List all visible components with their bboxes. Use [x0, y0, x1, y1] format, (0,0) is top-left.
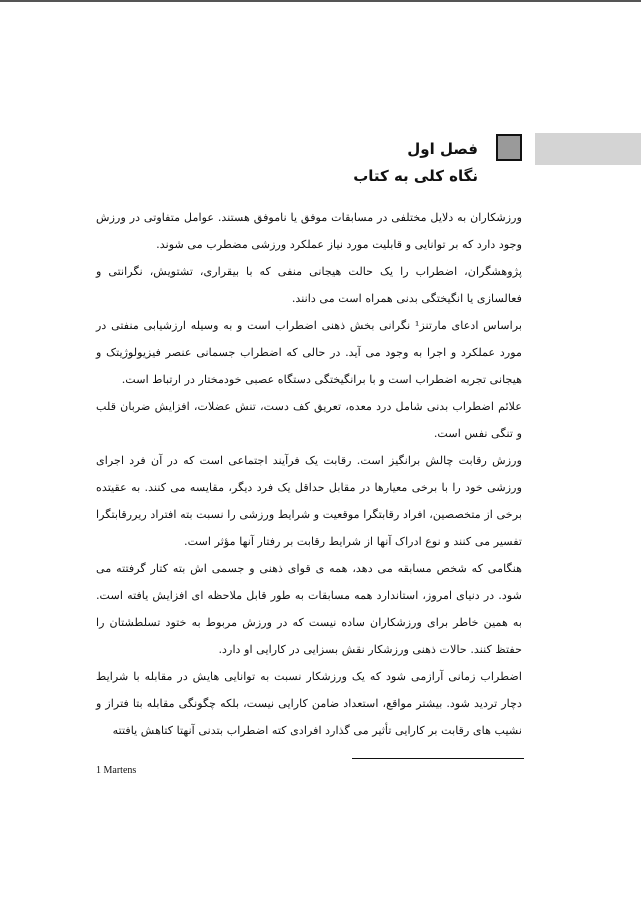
footnote: 1 Martens — [96, 765, 137, 776]
top-rule — [0, 0, 641, 2]
chapter-title: نگاه کلی به کتاب — [353, 167, 478, 185]
chapter-label: فصل اول — [407, 140, 478, 158]
paragraph: اضطراب زمانی آرازمی شود که یک ورزشکار نسبت به توانایی هایش در مقابله با شرایط دچار تردید شود. بیشتر مواقع، استعداد ضامن کارایی نیست، بلکه چگونگی مقابله بتا فتراز و نشیب های رقابت بر کارایی تأثیر می گذارد افرادی کته اضطراب بتدنی آنهتا کتاهش یافتته — [96, 670, 522, 737]
paragraph: علائم اضطراب بدنی شامل درد معده، تعریق کف دست، تنش عضلات، افزایش ضربان قلب و تنگی نفس است. — [96, 400, 522, 440]
paragraph: ورزشکاران به دلایل مختلفی در مسابقات موفق یا ناموفق هستند. عوامل متفاوتی در ورزش وجود دارد که بر توانایی و قابلیت مورد نیاز عملکرد ورزشی مضطرب می شوند. — [96, 211, 522, 251]
paragraph: براساس ادعای مارتنز¹ نگرانی بخش ذهنی اضطراب است و به وسیله ارزشیابی منفتی در مورد عملکرد و اجرا به وجود می آید. در حالی که اضطراب جسمانی عنصر فیزیولوژیتک و هیجانی تجربه اضطراب است و با برانگیختگی دستگاه عصبی خودمختار در ارتباط است. — [96, 319, 522, 386]
footnote-separator — [352, 758, 524, 759]
body-text — [96, 204, 522, 744]
paragraph: پژوهشگران، اضطراب را یک حالت هیجانی منفی که با بیقراری، تشتویش، نگرانتی و فعالسازی یا انگیختگی بدنی همراه است می دانند. — [96, 265, 522, 305]
paragraph: هنگامی که شخص مسابقه می دهد، همه ی قوای ذهنی و جسمی اش بته کتار گرفتته می شود. در دنیای امروز، استاندارد همه مسابقات به طور قابل ملاحظه ای افزایش یافته است. به همین خاطر برای ورزشکاران ساده نیست که در ورزش مربوط به ختود تسلطشتان را حفتظ کنند. حالات ذهنی ورزشکار نقش بسزایی در کارایی او دارد. — [96, 562, 522, 656]
chapter-header-bar — [535, 133, 641, 165]
chapter-square-icon — [496, 134, 522, 161]
paragraph: ورزش رقابت چالش برانگیز است. رقابت یک فرآیند اجتماعی است که در آن فرد اجرای ورزشی خود را با برخی معیارها در مقابل حداقل یک فرد دیگر، مقایسه می کنند. به عقیتده برخی از متخصصین، افراد رقابتگرا موقعیت و شرایط ورزشی را نسبت بته افتراد ریررقابتگرا تفسیر می کنند و نوع ادراک آنها از شرایط رقابت بر رفتار آنها مؤثر است. — [96, 454, 522, 548]
